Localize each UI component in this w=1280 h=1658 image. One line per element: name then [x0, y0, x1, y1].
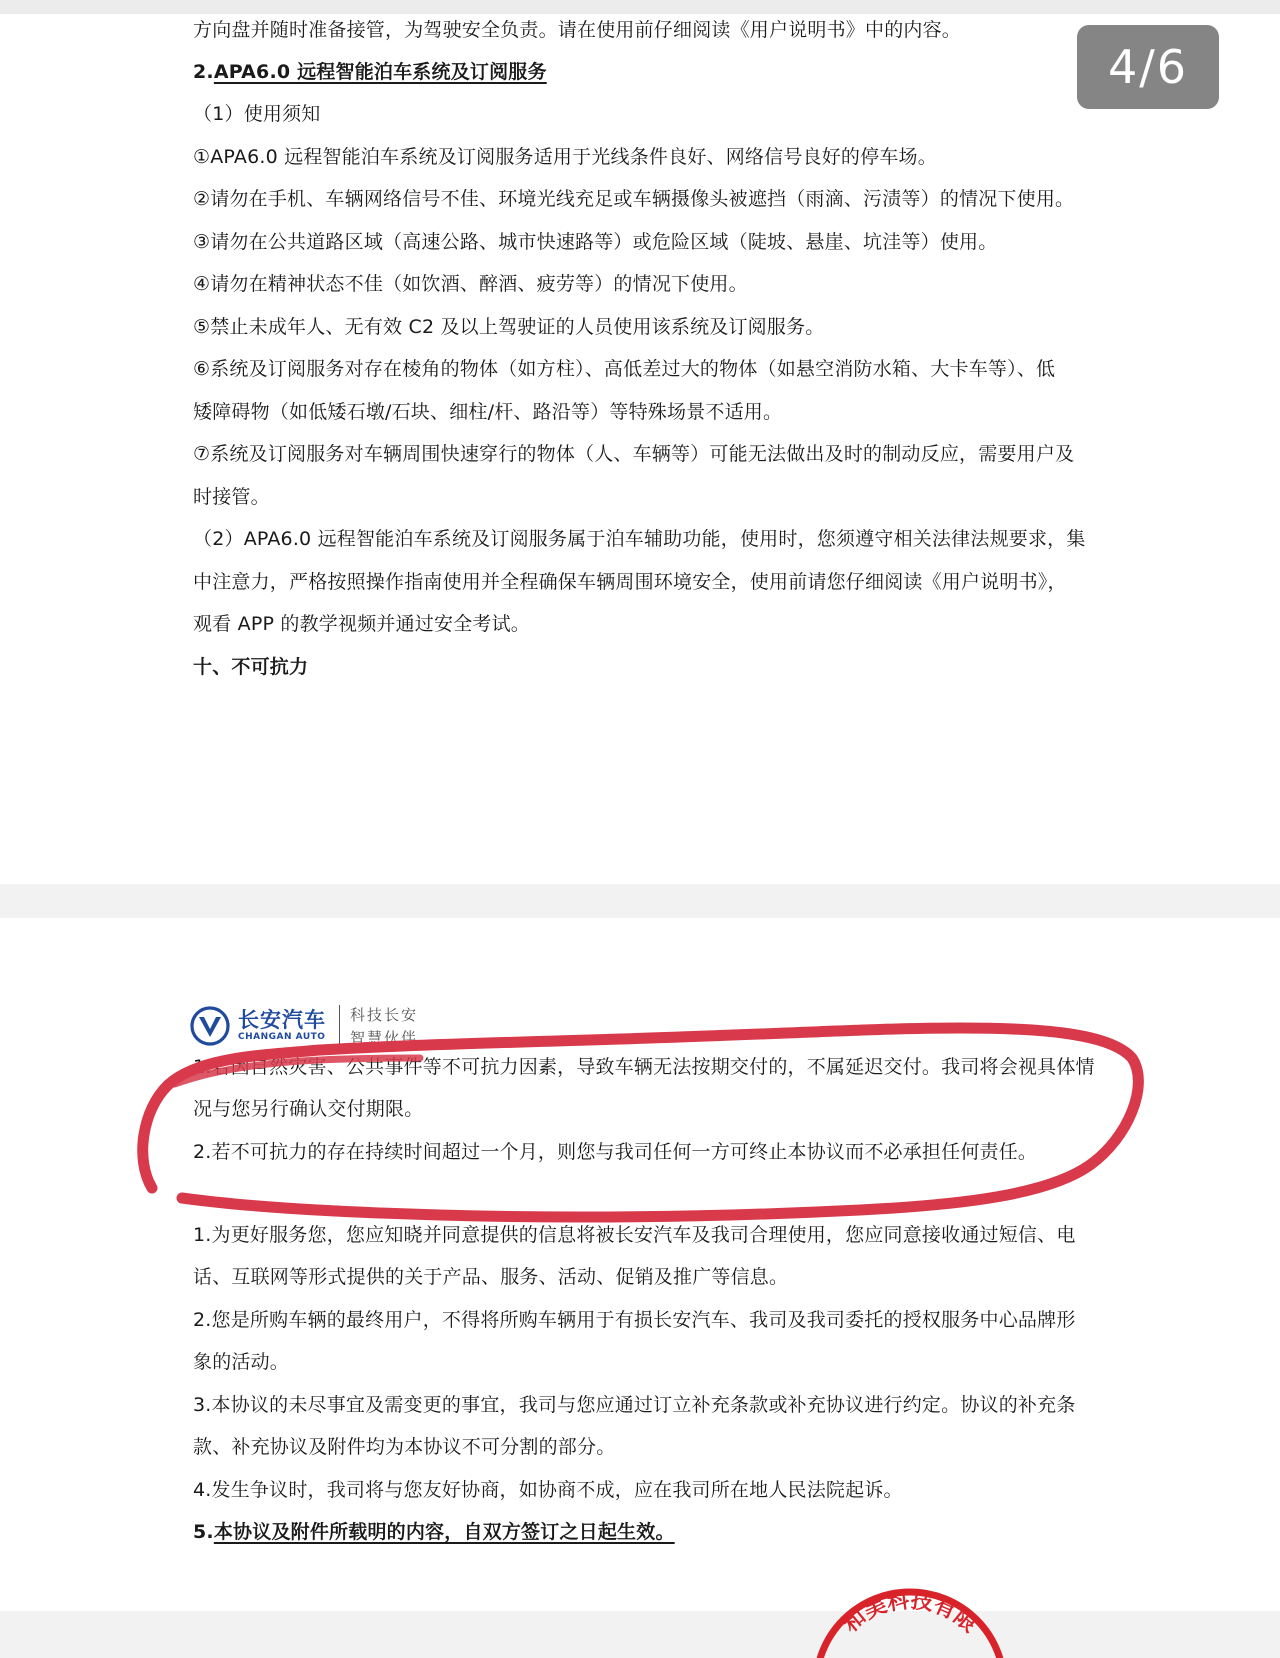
text-line: （2）APA6.0 远程智能泊车系统及订阅服务属于泊车辅助功能，使用时，您须遵守相关法律法规要求，集 — [193, 528, 1086, 550]
text-line: 矮障碍物（如低矮石墩/石块、细柱/杆、路沿等）等特殊场景不适用。 — [193, 401, 783, 423]
heading-title: APA6.0 远程智能泊车系统及订阅服务 — [213, 61, 547, 83]
text-line: ②请勿在手机、车辆网络信号不佳、环境光线充足或车辆摄像头被遮挡（雨滴、污渍等）的情况下使用。 — [193, 188, 1075, 210]
logo-slogan-line1: 科技长安 — [350, 1006, 419, 1024]
text-line: 况与您另行确认交付期限。 — [193, 1098, 424, 1120]
logo-slogan-line2: 智慧伙伴 — [350, 1029, 419, 1047]
logo-name-en: CHANGAN AUTO — [238, 1032, 326, 1042]
text-line: ⑦系统及订阅服务对车辆周围快速穿行的物体（人、车辆等）可能无法做出及时的制动反应，需要用户及 — [193, 443, 1075, 465]
final-clause-text: 本协议及附件所载明的内容，自双方签订之日起生效。 — [213, 1521, 675, 1543]
text-line: 中注意力，严格按照操作指南使用并全程确保车辆周围环境安全，使用前请您仔细阅读《用户说明书》， — [193, 571, 1067, 593]
text-line: 2.若不可抗力的存在持续时间超过一个月，则您与我司任何一方可终止本协议而不必承担任何责任。 — [193, 1141, 1038, 1163]
company-seal-icon — [810, 1578, 1010, 1658]
final-clause — [193, 1519, 1093, 1545]
text-line: 方向盘并随时准备接管，为驾驶安全负责。请在使用前仔细阅读《用户说明书》中的内容。 — [193, 19, 962, 41]
document-page-bottom — [0, 918, 1280, 1638]
heading-number: 2. — [193, 61, 214, 83]
section-heading-apa — [193, 59, 1093, 85]
page-indicator: 4/6 — [1077, 25, 1219, 109]
text-line: 话、互联网等形式提供的关于产品、服务、活动、促销及推广等信息。 — [193, 1266, 789, 1288]
text-line: ①APA6.0 远程智能泊车系统及订阅服务适用于光线条件良好、网络信号良好的停车场。 — [193, 146, 937, 168]
logo-name-cn: 长安汽车 — [238, 1008, 326, 1032]
text-line: ③请勿在公共道路区域（高速公路、城市快速路等）或危险区域（陡坡、悬崖、坑洼等）使用。 — [193, 231, 998, 253]
seal-text: 和美科技有限 — [837, 1587, 983, 1638]
text-line: 观看 APP 的教学视频并通过安全考试。 — [193, 613, 530, 635]
page-top-edge — [0, 0, 1280, 14]
text-line: 2.您是所购车辆的最终用户，不得将所购车辆用于有损长安汽车、我司及我司委托的授权服务中心品牌形 — [193, 1309, 1076, 1331]
changan-v-emblem-icon — [190, 1006, 230, 1046]
text-line: ④请勿在精神状态不佳（如饮酒、醉酒、疲劳等）的情况下使用。 — [193, 273, 748, 295]
text-line: 象的活动。 — [193, 1351, 290, 1373]
text-line: ⑥系统及订阅服务对存在棱角的物体（如方柱）、高低差过大的物体（如悬空消防水箱、大卡车等）、低 — [193, 358, 1056, 380]
text-line: 3.本协议的未尽事宜及需变更的事宜，我司与您应通过订立补充条款或补充协议进行约定。协议的补充条 — [193, 1394, 1076, 1416]
final-clause-number: 5. — [193, 1521, 214, 1543]
text-line: 款、补充协议及附件均为本协议不可分割的部分。 — [193, 1436, 616, 1458]
text-line: ⑤禁止未成年人、无有效 C2 及以上驾驶证的人员使用该系统及订阅服务。 — [193, 316, 825, 338]
subheading-usage-notes: （1）使用须知 — [193, 103, 321, 125]
text-line: 1.若因自然灾害、公共事件等不可抗力因素，导致车辆无法按期交付的，不属延迟交付。我司将会视具体情 — [193, 1056, 1095, 1078]
text-line: 4.发生争议时，我司将与您友好协商，如协商不成，应在我司所在地人民法院起诉。 — [193, 1479, 903, 1501]
text-line: 时接管。 — [193, 486, 270, 508]
section-heading-force-majeure: 十、不可抗力 — [193, 656, 309, 678]
text-line: 1.为更好服务您，您应知晓并同意提供的信息将被长安汽车及我司合理使用，您应同意接收通过短信、电 — [193, 1224, 1076, 1246]
logo-divider — [339, 1005, 340, 1045]
